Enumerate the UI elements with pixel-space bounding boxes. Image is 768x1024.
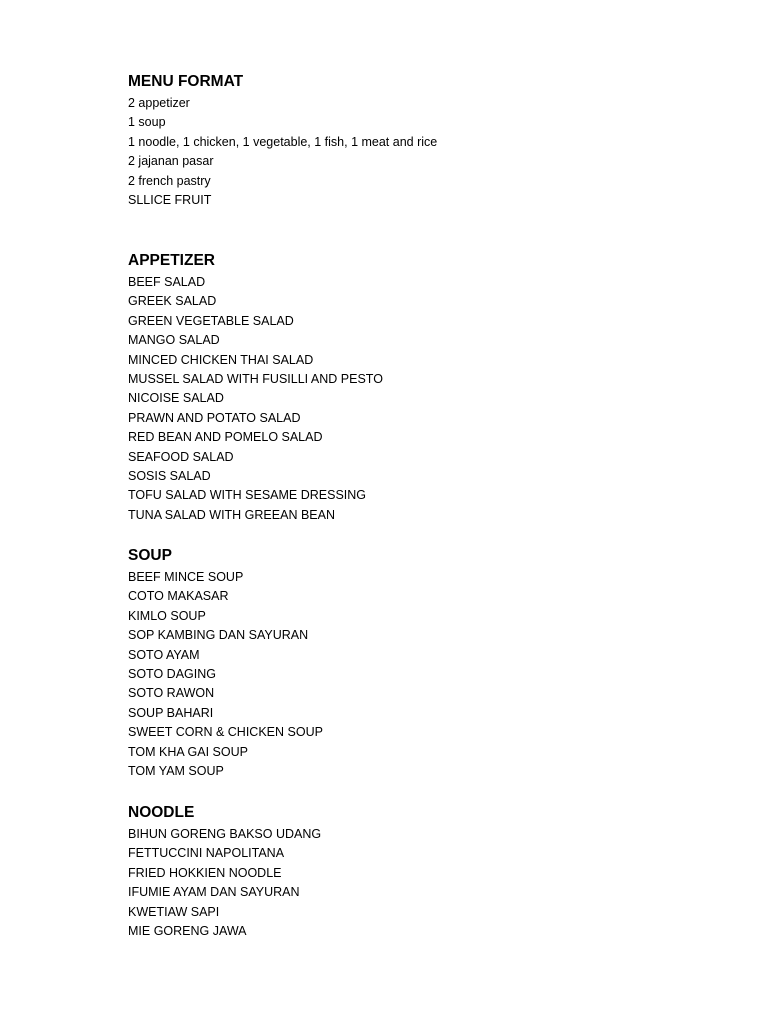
appetizer-item: MANGO SALAD <box>128 333 220 348</box>
noodle-item: FETTUCCINI NAPOLITANA <box>128 846 285 861</box>
noodle-section <box>128 802 688 941</box>
appetizer-item: GREEN VEGETABLE SALAD <box>128 313 294 328</box>
appetizer-heading: APPETIZER <box>128 252 215 269</box>
menu-format-section <box>128 71 688 210</box>
noodle-item: BIHUN GORENG BAKSO UDANG <box>128 827 322 841</box>
appetizer-item: SOSIS SALAD <box>128 468 211 483</box>
appetizer-item: PRAWN AND POTATO SALAD <box>128 410 301 425</box>
appetizer-item: RED BEAN AND POMELO SALAD <box>128 430 323 445</box>
soup-item: KIMLO SOUP <box>128 608 206 623</box>
soup-item: SWEET CORN & CHICKEN SOUP <box>128 725 323 740</box>
appetizer-item: BEEF SALAD <box>128 275 206 289</box>
menu-format-line: 1 noodle, 1 chicken, 1 vegetable, 1 fish, 1 meat and rice <box>128 134 438 149</box>
noodle-heading: NOODLE <box>128 804 195 821</box>
noodle-item: IFUMIE AYAM DAN SAYURAN <box>128 885 300 900</box>
menu-format-line: 2 appetizer <box>128 96 190 110</box>
menu-format-line: 2 french pastry <box>128 173 211 188</box>
appetizer-item: NICOISE SALAD <box>128 391 224 406</box>
soup-item: SOTO AYAM <box>128 647 200 662</box>
soup-item: SOUP BAHARI <box>128 705 214 720</box>
soup-heading: SOUP <box>128 547 172 564</box>
soup-item: SOTO DAGING <box>128 666 216 681</box>
menu-format-line: 2 jajanan pasar <box>128 154 214 169</box>
appetizer-item: TOFU SALAD WITH SESAME DRESSING <box>128 488 367 503</box>
appetizer-item: GREEK SALAD <box>128 294 217 309</box>
menu-format-heading: MENU FORMAT <box>128 73 244 90</box>
menu-format-line: SLLICE FRUIT <box>128 192 212 207</box>
soup-item: SOP KAMBING DAN SAYURAN <box>128 628 309 643</box>
appetizer-item: MINCED CHICKEN THAI SALAD <box>128 352 314 367</box>
soup-item: BEEF MINCE SOUP <box>128 570 244 584</box>
soup-item: TOM YAM SOUP <box>128 763 224 778</box>
appetizer-item: MUSSEL SALAD WITH FUSILLI AND PESTO <box>128 371 383 386</box>
noodle-item: FRIED HOKKIEN NOODLE <box>128 865 282 880</box>
soup-item: SOTO RAWON <box>128 686 215 701</box>
appetizer-item: SEAFOOD SALAD <box>128 449 234 464</box>
noodle-item: MIE GORENG JAWA <box>128 923 247 938</box>
appetizer-item: TUNA SALAD WITH GREEAN BEAN <box>128 507 335 522</box>
soup-item: COTO MAKASAR <box>128 589 229 604</box>
menu-format-line: 1 soup <box>128 115 166 130</box>
noodle-item: KWETIAW SAPI <box>128 904 220 919</box>
soup-item: TOM KHA GAI SOUP <box>128 744 248 759</box>
soup-section <box>128 545 688 781</box>
appetizer-section <box>128 250 688 525</box>
